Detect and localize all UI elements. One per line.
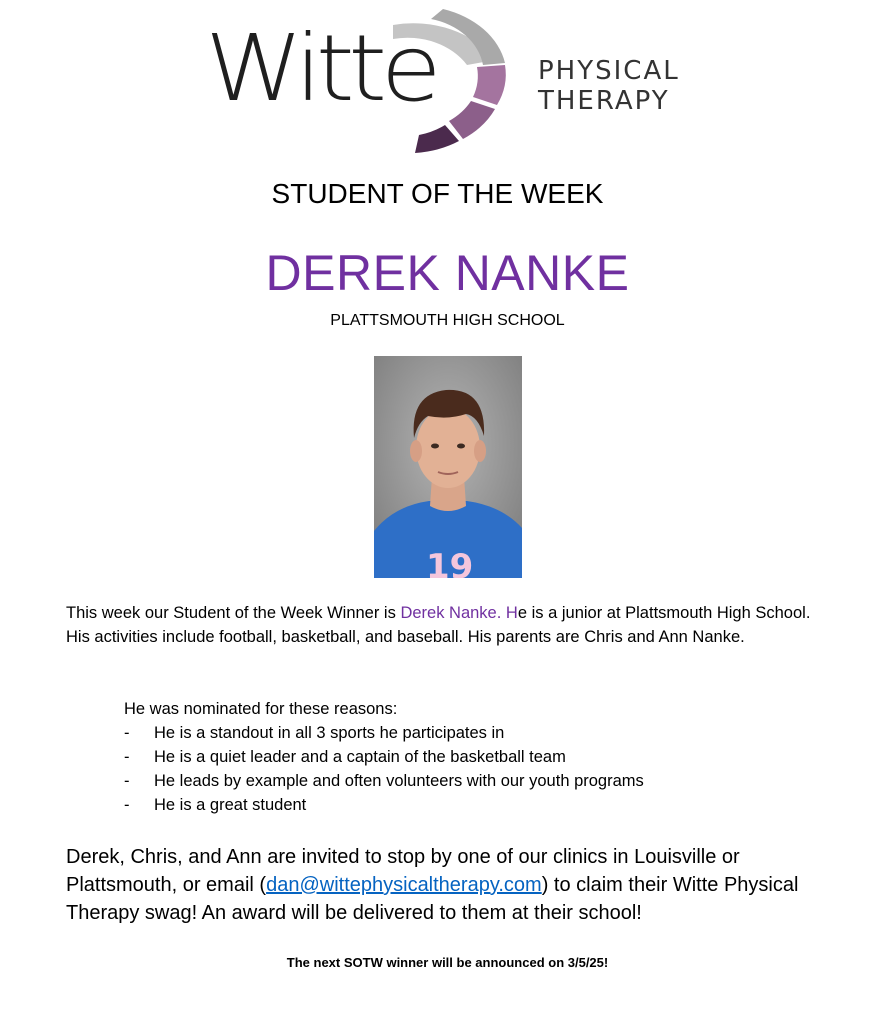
reasons-list bbox=[124, 697, 764, 817]
list-item bbox=[124, 793, 764, 817]
student-name: DEREK NANKE bbox=[265, 245, 630, 301]
invite-paragraph bbox=[66, 843, 826, 927]
jersey-number: 19 bbox=[426, 547, 474, 578]
intro-text: This week our Student of the Week Winner is bbox=[66, 604, 401, 622]
reason-text: He is a quiet leader and a captain of the basketball team bbox=[154, 748, 566, 766]
invite-text-rest: ) to claim their Witte Physical Therapy swag! An award will be delivered to them at their school! bbox=[66, 874, 799, 924]
intro-highlight: Derek Nanke. H bbox=[400, 604, 518, 622]
bullet-dash: - bbox=[124, 724, 130, 742]
footer-note: The next SOTW winner will be announced on 3/5/25! bbox=[286, 955, 609, 970]
intro-paragraph bbox=[66, 601, 826, 649]
page-heading: STUDENT OF THE WEEK bbox=[271, 178, 604, 209]
email-link[interactable]: dan@wittephysicaltherapy.com bbox=[266, 874, 542, 896]
logo-tagline-line1: PHYSICAL bbox=[538, 56, 680, 86]
list-item bbox=[124, 721, 764, 745]
logo-tagline bbox=[538, 56, 680, 116]
student-portrait-icon bbox=[374, 356, 522, 578]
witte-logo bbox=[205, 5, 705, 155]
bullet-dash: - bbox=[124, 772, 130, 790]
reasons-intro: He was nominated for these reasons: bbox=[124, 700, 398, 718]
logo-tagline-line2: THERAPY bbox=[538, 86, 670, 116]
logo-wordmark: Witte bbox=[205, 15, 436, 122]
invite-text: Derek, Chris, and Ann are invited to stop by one of our clinics in Louisville or Plattsmouth, or email ( bbox=[66, 846, 740, 896]
reason-text: He is a great student bbox=[154, 796, 307, 814]
reason-text: He leads by example and often volunteers with our youth programs bbox=[154, 772, 644, 790]
intro-text-rest: e is a junior at Plattsmouth High School. His activities include football, basketball, and baseball. His parents are Chris and Ann Nanke. bbox=[66, 604, 811, 646]
bullet-dash: - bbox=[124, 748, 130, 766]
bullet-dash: - bbox=[124, 796, 130, 814]
list-item bbox=[124, 769, 764, 793]
list-item bbox=[124, 745, 764, 769]
student-photo bbox=[374, 356, 522, 578]
school-name: PLATTSMOUTH HIGH SCHOOL bbox=[330, 312, 565, 329]
reason-text: He is a standout in all 3 sports he participates in bbox=[154, 724, 505, 742]
